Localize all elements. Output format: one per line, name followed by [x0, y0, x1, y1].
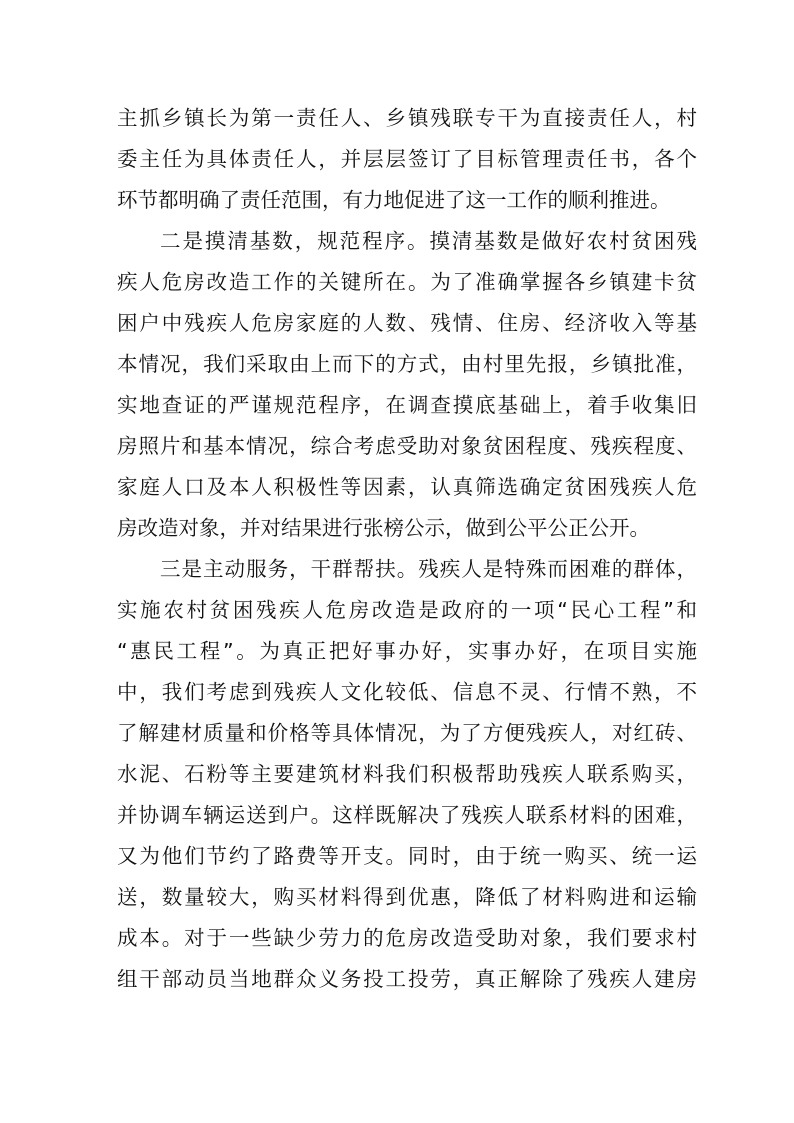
paragraph-active-service [117, 549, 697, 1000]
text-line: 房改造对象，并对结果进行张榜公示，做到公平公正公开。 [117, 516, 650, 540]
text-line: 水泥、石粉等主要建筑材料我们积极帮助残疾人联系购买， [117, 762, 697, 786]
text-line: “惠民工程”。为真正把好事办好，实事办好，在项目实施 [117, 639, 697, 663]
text-line: 二是摸清基数，规范程序。摸清基数是做好农村贫困残 [160, 229, 697, 253]
text-line: 本情况，我们采取由上而下的方式，由村里先报，乡镇批准， [117, 352, 697, 376]
text-line: 委主任为具体责任人，并层层签订了目标管理责任书，各个 [117, 147, 697, 171]
text-line: 成本。对于一些缺少劳力的危房改造受助对象，我们要求村 [117, 926, 697, 950]
paragraph-responsibility [117, 98, 697, 221]
text-line: 中，我们考虑到残疾人文化较低、信息不灵、行情不熟，不 [117, 680, 697, 704]
text-line: 困户中残疾人危房家庭的人数、残情、住房、经济收入等基 [117, 311, 697, 335]
text-line: 主抓乡镇长为第一责任人、乡镇残联专干为直接责任人，村 [117, 106, 697, 130]
text-line: 疾人危房改造工作的关键所在。为了准确掌握各乡镇建卡贫 [117, 270, 697, 294]
text-line: 实施农村贫困残疾人危房改造是政府的一项“民心工程”和 [117, 598, 697, 622]
text-line: 并协调车辆运送到户。这样既解决了残疾人联系材料的困难， [117, 803, 697, 827]
text-line: 送，数量较大，购买材料得到优惠，降低了材料购进和运输 [117, 885, 697, 909]
text-line: 实地查证的严谨规范程序，在调查摸底基础上，着手收集旧 [117, 393, 697, 417]
text-line: 三是主动服务，干群帮扶。残疾人是特殊而困难的群体， [160, 557, 697, 581]
text-line: 了解建材质量和价格等具体情况，为了方便残疾人，对红砖、 [117, 721, 697, 745]
body-text [117, 98, 697, 1000]
text-line: 环节都明确了责任范围，有力地促进了这一工作的顺利推进。 [117, 188, 671, 212]
text-line: 又为他们节约了路费等开支。同时，由于统一购买、统一运 [117, 844, 697, 868]
text-line: 房照片和基本情况，综合考虑受助对象贫困程度、残疾程度、 [117, 434, 697, 458]
paragraph-base-numbers [117, 221, 697, 549]
text-line: 家庭人口及本人积极性等因素，认真筛选确定贫困残疾人危 [117, 475, 697, 499]
text-line: 组干部动员当地群众义务投工投劳，真正解除了残疾人建房 [117, 967, 697, 991]
